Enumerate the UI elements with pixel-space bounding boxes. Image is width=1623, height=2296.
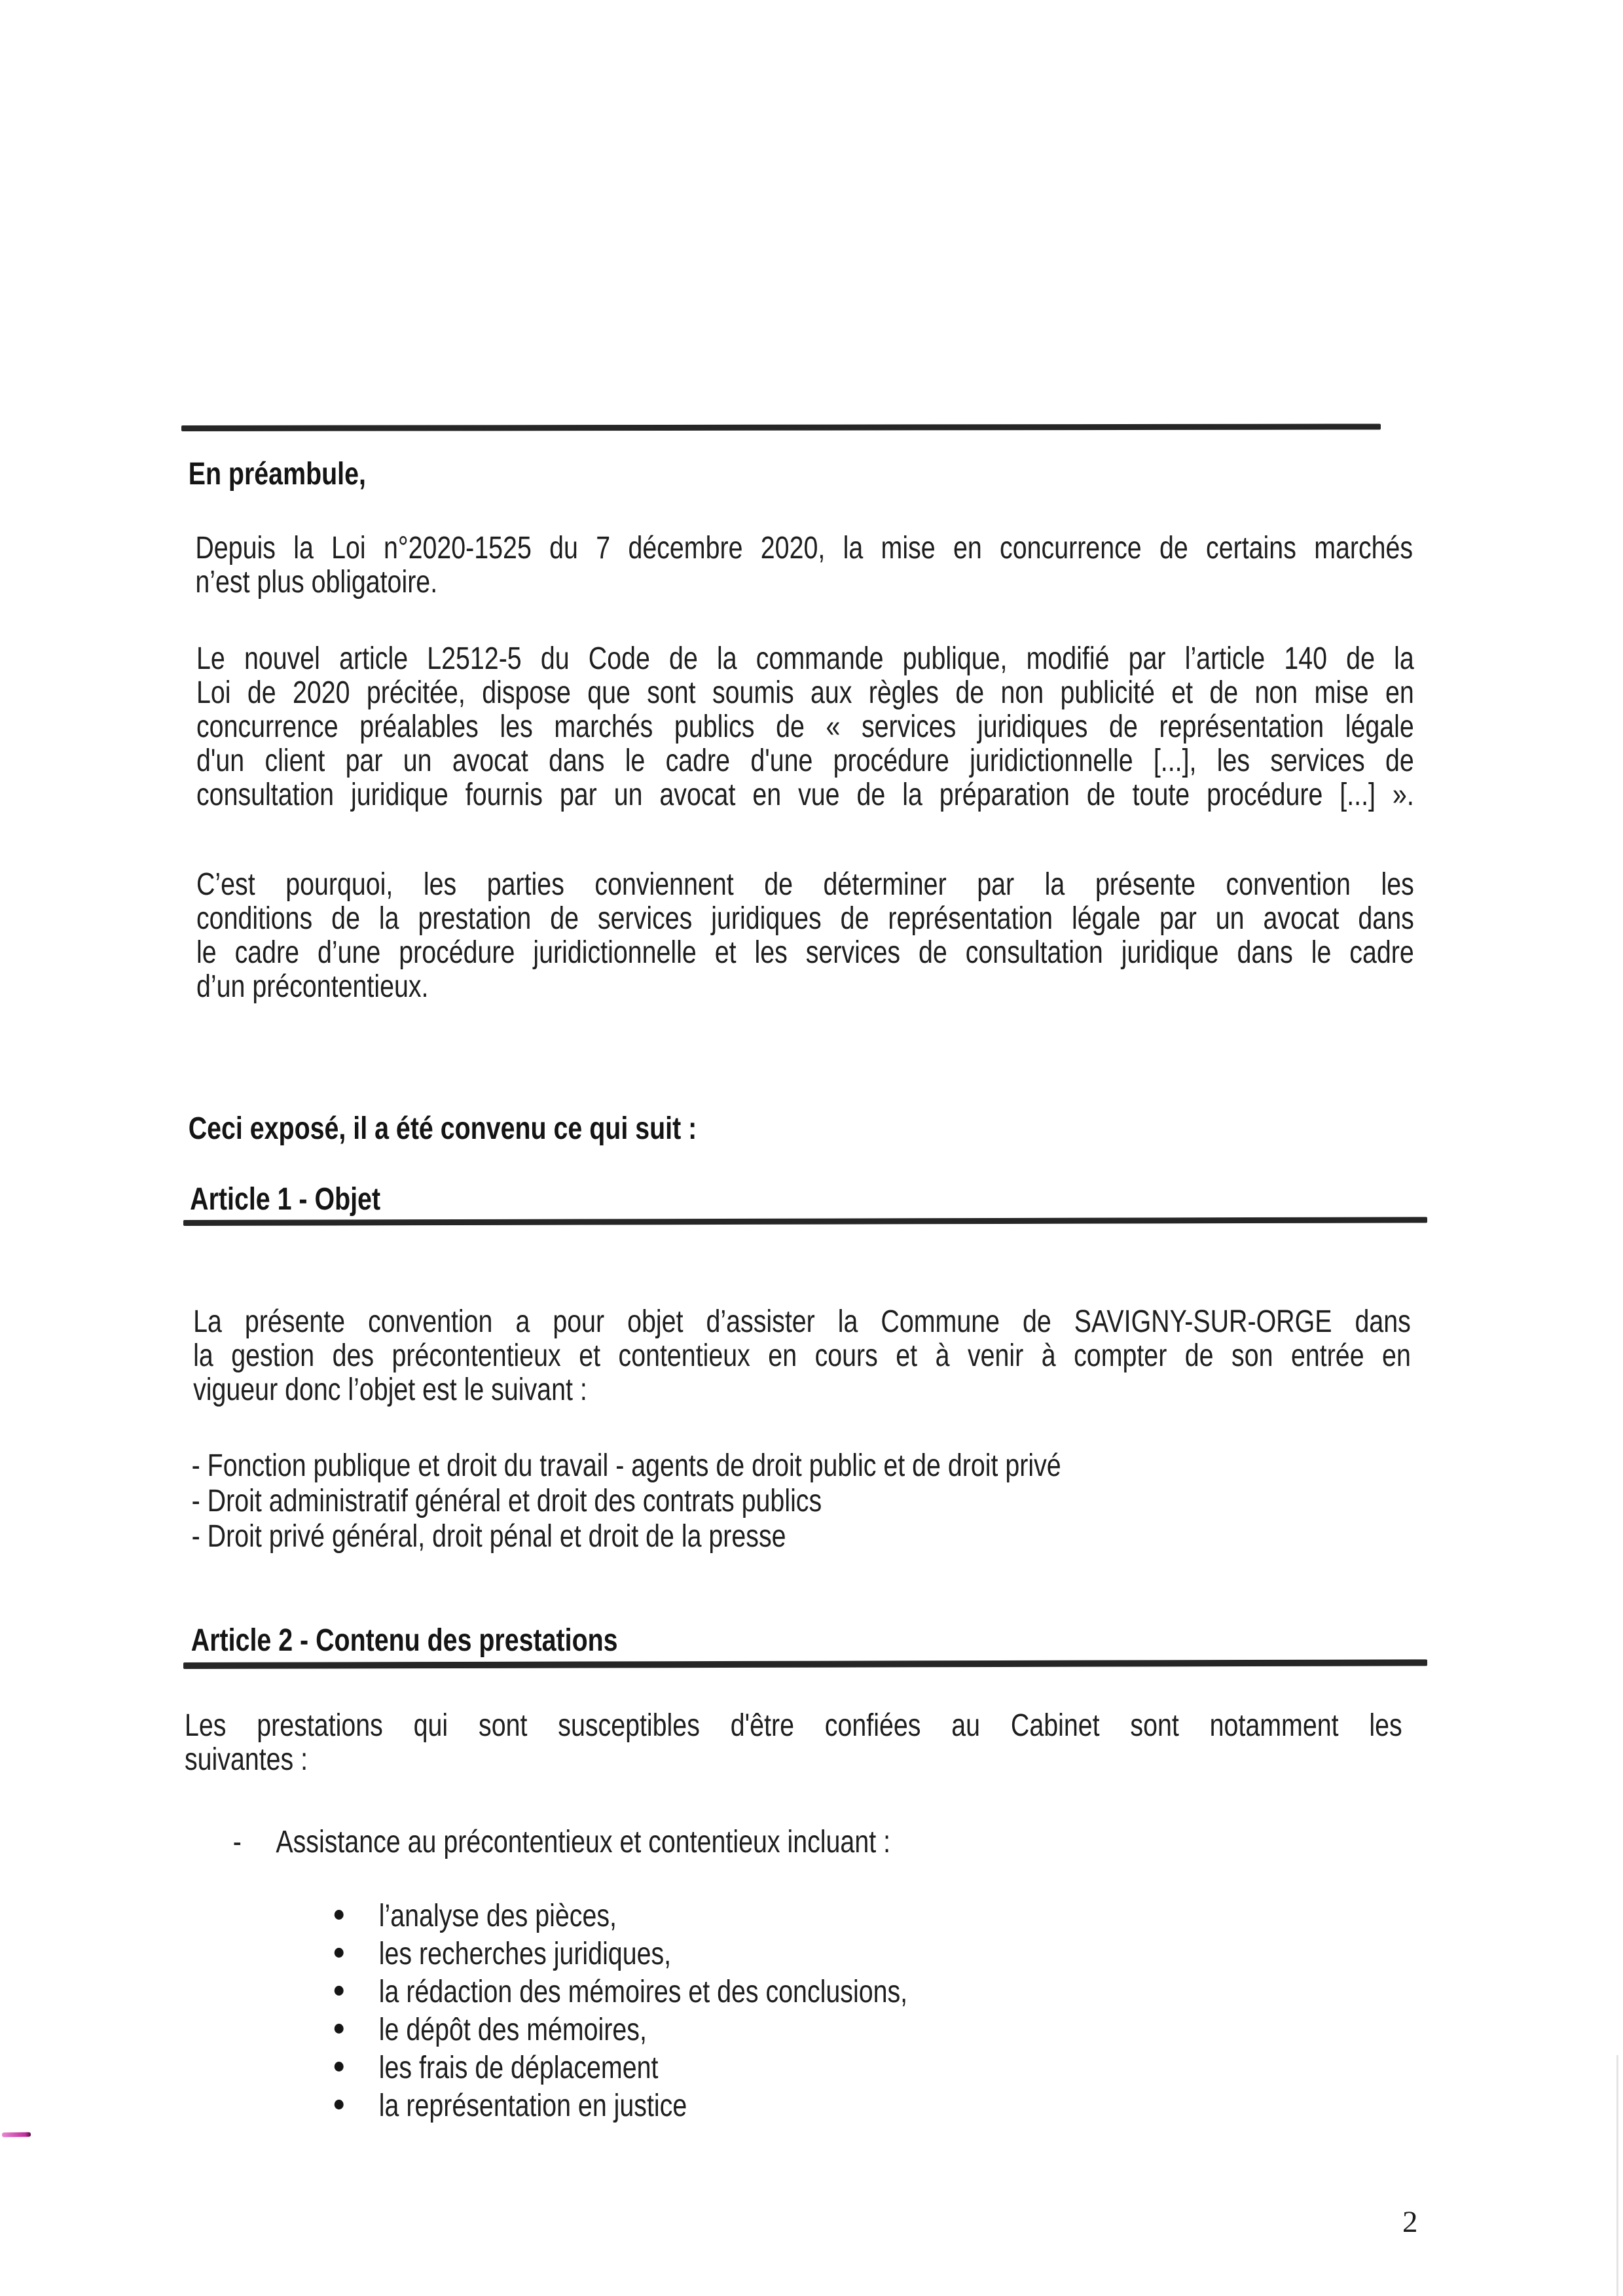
assistance-label: Assistance au précontentieux et contentieux incluant : [276,1825,891,1859]
bullet-icon [335,1948,344,1958]
article1-list-item: - Droit privé général, droit pénal et droit de la presse [191,1519,786,1554]
text-line: d'un client par un avocat dans le cadre d'une procédure juridictionnelle [...], les services de [196,744,1414,778]
bullet-list-item [335,2013,647,2047]
text-line: consultation juridique fournis par un avocat en vue de la préparation de toute procédure [...] ». [196,778,1414,812]
bullet-list-item [335,1899,617,1933]
bullet-icon [335,1986,344,1996]
bullet-label: le dépôt des mémoires, [378,2013,647,2047]
article2-paragraph [185,1709,1402,1777]
text-line: concurrence préalables les marchés publics de « services juridiques de représentation légale [196,709,1414,744]
bullet-list-item [335,1937,671,1971]
preamble-paragraph-1 [195,531,1413,600]
page-number: 2 [1402,2205,1418,2239]
text-line: La présente convention a pour objet d’assister la Commune de SAVIGNY-SUR-ORGE dans [193,1304,1411,1339]
dash-marker: - [232,1825,242,1859]
document-content [184,0,1414,2296]
text-line: Les prestations qui sont susceptibles d'être confiées au Cabinet sont notamment les [184,1708,1402,1743]
scan-edge-artifact [1616,2055,1618,2296]
bullet-icon [335,1910,344,1920]
text-line: C’est pourquoi, les parties conviennent de déterminer par la présente convention les [196,867,1414,902]
bullet-label: l’analyse des pièces, [378,1899,617,1933]
article1-list-item: - Fonction publique et droit du travail - agents de droit public et de droit privé [191,1448,1061,1483]
article2-heading: Article 2 - Contenu des prestations [191,1623,618,1658]
preamble-paragraph-3 [196,868,1414,1004]
bullet-list-item [335,2051,659,2085]
text-line: d’un précontentieux. [196,969,429,1004]
bullet-icon [335,2100,344,2109]
article1-list-item: - Droit administratif général et droit des contrats publics [191,1484,822,1518]
preamble-heading: En préambule, [188,457,366,492]
text-line: Le nouvel article L2512-5 du Code de la commande publique, modifié par l’article 140 de la [196,641,1414,676]
text-line: n’est plus obligatoire. [195,565,438,600]
text-line: le cadre d’une procédure juridictionnelle et les services de consultation juridique dans le cadre [196,935,1414,970]
text-line: Loi de 2020 précitée, dispose que sont soumis aux règles de non publicité et de non mise en [196,675,1414,710]
text-line: Depuis la Loi n°2020-1525 du 7 décembre 2020, la mise en concurrence de certains marchés [195,531,1413,565]
text-line: suivantes : [184,1742,308,1777]
preamble-paragraph-2 [196,642,1414,812]
bullet-label: les frais de déplacement [378,2051,659,2085]
bullet-label: la rédaction des mémoires et des conclusions, [378,1975,908,2009]
bullet-icon [335,2024,344,2034]
text-line: conditions de la prestation de services juridiques de représentation légale par un avocat dans [196,901,1414,936]
pink-scan-mark [2,2132,31,2137]
text-line: vigueur donc l’objet est le suivant : [193,1372,587,1407]
bullet-list-item [335,2089,687,2123]
article1-paragraph [193,1305,1411,1407]
bullet-label: la représentation en justice [378,2089,687,2123]
bullet-icon [335,2062,344,2072]
assistance-list-item [233,1825,890,1859]
bullet-list-item [335,1975,907,2009]
text-line: la gestion des précontentieux et contentieux en cours et à venir à compter de son entrée en [193,1338,1411,1373]
article1-heading: Article 1 - Objet [190,1182,381,1217]
bullet-label: les recherches juridiques, [378,1937,672,1971]
agreement-heading: Ceci exposé, il a été convenu ce qui suit : [188,1111,697,1146]
